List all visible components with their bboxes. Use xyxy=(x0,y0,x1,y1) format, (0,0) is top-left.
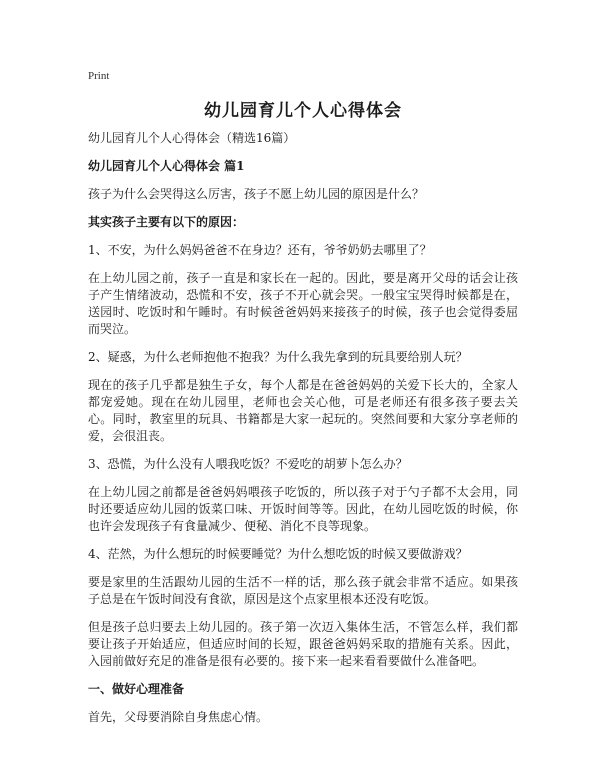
paragraph: 要是家里的生活跟幼儿园的生活不一样的话，那么孩子就会非常不适应。如果孩子总是在午饭时间没有食欲，原因是这个点家里根本还没有吃饭。 xyxy=(88,575,518,606)
document-body xyxy=(88,130,518,726)
section-heading: 幼儿园育儿个人心得体会 篇1 xyxy=(88,159,245,173)
paragraph: 孩子为什么会哭得这么厉害，孩子不愿上幼儿园的原因是什么？ xyxy=(88,187,425,201)
paragraph: 现在的孩子几乎都是独生子女，每个人都是在爸爸妈妈的关爱下长大的，全家人都宠爱她。现在在幼儿园里，老师也会关心他，可是老师还有很多孩子要去关心。同时，教室里的玩具、书籍都是大家一起玩的。突然间要和大家分享老师的爱，会很沮丧。 xyxy=(88,378,518,443)
paragraph: 首先，父母要消除自身焦虑心情。 xyxy=(88,710,269,724)
paragraph: 在上幼儿园之前，孩子一直是和家长在一起的。因此，要是离开父母的话会让孩子产生情绪波动，恐慌和不安，孩子不开心就会哭。一般宝宝哭得时候都是在，送园时、吃饭时和午睡时。有时候爸爸妈妈来接孩子的时候，孩子也会觉得委屈而哭泣。 xyxy=(88,271,518,336)
print-label: Print xyxy=(88,70,110,82)
subtitle-paragraph: 幼儿园育儿个人心得体会（精选16篇） xyxy=(88,131,296,145)
paragraph: 3、恐慌，为什么没有人喂我吃饭？不爱吃的胡萝卜怎么办？ xyxy=(88,457,408,471)
paragraph: 1、不安，为什么妈妈爸爸不在身边？还有，爷爷奶奶去哪里了？ xyxy=(88,243,432,257)
paragraph: 4、茫然，为什么想玩的时候要睡觉？为什么想吃饭的时候又要做游戏？ xyxy=(88,547,468,561)
section-heading: 一、做好心理准备 xyxy=(88,682,185,696)
paragraph: 在上幼儿园之前都是爸爸妈妈喂孩子吃饭的，所以孩子对于勺子都不太会用，同时还要适应幼儿园的饭菜口味、开饭时间等等。因此，在幼儿园吃饭的时候，你也许会发现孩子有食量减少、便秘、消化不良等现象。 xyxy=(88,485,518,533)
page-title: 幼儿园育儿个人心得体会 xyxy=(204,101,402,121)
paragraph: 2、疑惑，为什么老师抱他不抱我？为什么我先拿到的玩具要给别人玩？ xyxy=(88,350,468,364)
paragraph: 但是孩子总归要去上幼儿园的。孩子第一次迈入集体生活，不管怎么样，我们都要让孩子开始适应，但适应时间的长短，跟爸爸妈妈采取的措施有关系。因此，入园前做好充足的准备是很有必要的。接下来一起来看看要做什么准备吧。 xyxy=(88,620,518,668)
section-heading: 其实孩子主要有以下的原因： xyxy=(88,215,245,229)
